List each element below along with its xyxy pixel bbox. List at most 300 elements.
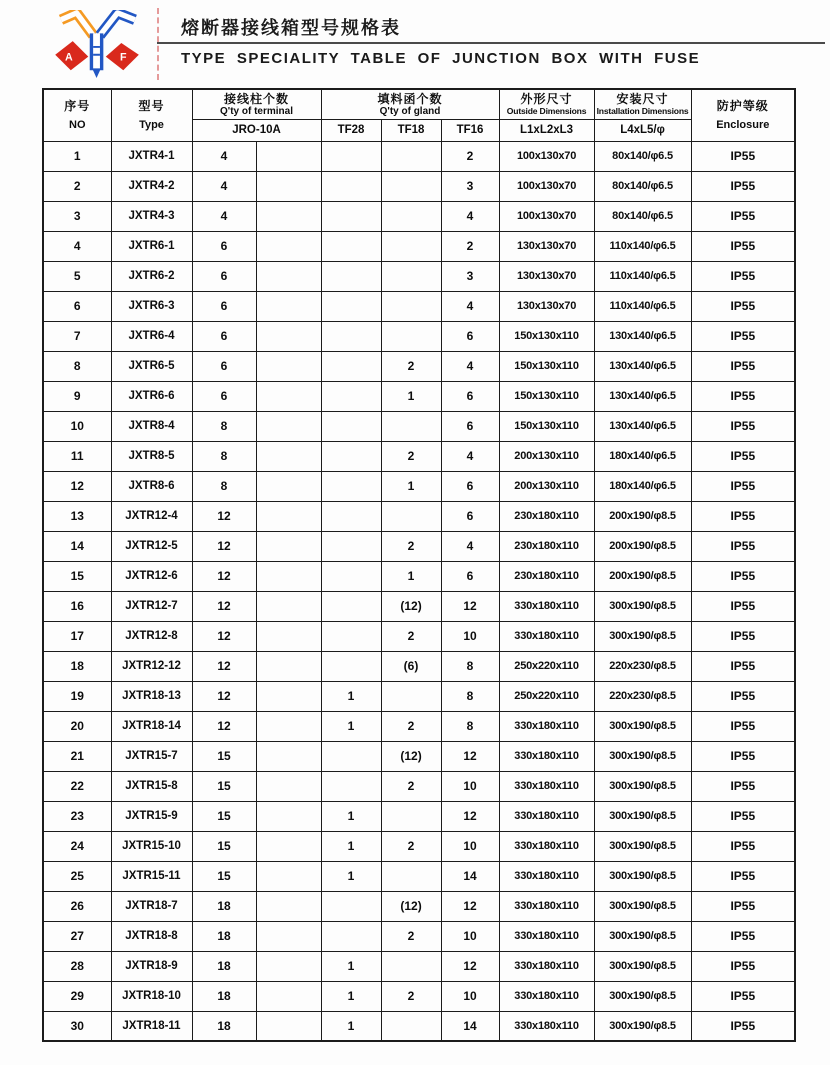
cell-tf16: 8 xyxy=(441,651,499,681)
cell-no: 24 xyxy=(43,831,111,861)
cell-tf28 xyxy=(321,471,381,501)
header-install-zh: 安装尺寸 xyxy=(616,91,669,106)
cell-outside: 230x180x110 xyxy=(499,501,594,531)
cell-tf18 xyxy=(381,951,441,981)
cell-install: 80x140/φ6.5 xyxy=(594,171,691,201)
cell-tf18 xyxy=(381,801,441,831)
cell-tf16: 10 xyxy=(441,831,499,861)
cell-outside: 330x180x110 xyxy=(499,891,594,921)
cell-enclosure: IP55 xyxy=(691,951,795,981)
cell-tf18 xyxy=(381,1011,441,1041)
cell-tf28 xyxy=(321,891,381,921)
cell-terminal-spare xyxy=(256,801,321,831)
cell-terminal-spare xyxy=(256,351,321,381)
cell-outside: 130x130x70 xyxy=(499,261,594,291)
cell-tf16: 6 xyxy=(441,501,499,531)
spec-table-body xyxy=(43,141,795,1041)
table-row xyxy=(43,501,795,531)
cell-type: JXTR12-6 xyxy=(111,561,192,591)
cell-no: 10 xyxy=(43,411,111,441)
cell-install: 180x140/φ6.5 xyxy=(594,471,691,501)
cell-no: 29 xyxy=(43,981,111,1011)
cell-terminal-spare xyxy=(256,231,321,261)
cell-terminal: 15 xyxy=(192,861,256,891)
cell-install: 300x190/φ8.5 xyxy=(594,981,691,1011)
cell-tf28: 1 xyxy=(321,981,381,1011)
cell-install: 220x230/φ8.5 xyxy=(594,651,691,681)
cell-outside: 230x180x110 xyxy=(499,561,594,591)
cell-tf28 xyxy=(321,741,381,771)
cell-outside: 150x130x110 xyxy=(499,321,594,351)
cell-install: 300x190/φ8.5 xyxy=(594,621,691,651)
cell-tf16: 12 xyxy=(441,891,499,921)
table-row xyxy=(43,261,795,291)
cell-terminal-spare xyxy=(256,561,321,591)
spec-table-head xyxy=(43,89,795,141)
cell-type: JXTR4-3 xyxy=(111,201,192,231)
cell-tf18: 2 xyxy=(381,621,441,651)
table-row xyxy=(43,321,795,351)
cell-tf28 xyxy=(321,441,381,471)
cell-enclosure: IP55 xyxy=(691,801,795,831)
cell-outside: 330x180x110 xyxy=(499,981,594,1011)
header-terminal-en: Q'ty of terminal xyxy=(220,105,293,117)
cell-enclosure: IP55 xyxy=(691,561,795,591)
cell-enclosure: IP55 xyxy=(691,741,795,771)
cell-type: JXTR12-12 xyxy=(111,651,192,681)
cell-type: JXTR12-4 xyxy=(111,501,192,531)
cell-install: 300x190/φ8.5 xyxy=(594,771,691,801)
cell-terminal: 18 xyxy=(192,951,256,981)
cell-install: 300x190/φ8.5 xyxy=(594,591,691,621)
cell-tf28 xyxy=(321,171,381,201)
cell-tf28 xyxy=(321,141,381,171)
header-install-en: Installation Dimensions xyxy=(596,105,689,116)
cell-type: JXTR6-3 xyxy=(111,291,192,321)
cell-tf16: 8 xyxy=(441,711,499,741)
cell-tf18: 2 xyxy=(381,771,441,801)
cell-tf28 xyxy=(321,651,381,681)
cell-enclosure: IP55 xyxy=(691,891,795,921)
cell-enclosure: IP55 xyxy=(691,291,795,321)
cell-tf16: 6 xyxy=(441,381,499,411)
cell-terminal: 18 xyxy=(192,891,256,921)
cell-tf28: 1 xyxy=(321,801,381,831)
cell-type: JXTR18-14 xyxy=(111,711,192,741)
table-row xyxy=(43,231,795,261)
cell-no: 21 xyxy=(43,741,111,771)
cell-tf16: 6 xyxy=(441,321,499,351)
table-row xyxy=(43,141,795,171)
cell-tf28 xyxy=(321,561,381,591)
cell-tf16: 4 xyxy=(441,201,499,231)
cell-terminal: 15 xyxy=(192,831,256,861)
header-outside-en: Outside Dimensions xyxy=(506,105,587,116)
header-no xyxy=(43,89,111,141)
cell-enclosure: IP55 xyxy=(691,501,795,531)
cell-enclosure: IP55 xyxy=(691,651,795,681)
cell-terminal-spare xyxy=(256,951,321,981)
cell-install: 300x190/φ8.5 xyxy=(594,1011,691,1041)
spec-table xyxy=(42,88,796,1042)
cell-no: 7 xyxy=(43,321,111,351)
table-row xyxy=(43,201,795,231)
cell-tf28: 1 xyxy=(321,711,381,741)
header-terminal-zh: 接线柱个数 xyxy=(224,91,290,106)
cell-no: 3 xyxy=(43,201,111,231)
cell-tf18 xyxy=(381,171,441,201)
masthead xyxy=(0,0,830,88)
cell-tf16: 10 xyxy=(441,981,499,1011)
table-row xyxy=(43,471,795,501)
cell-terminal: 12 xyxy=(192,561,256,591)
cell-tf28 xyxy=(321,621,381,651)
cell-terminal-spare xyxy=(256,441,321,471)
header-install-group xyxy=(594,89,691,119)
cell-enclosure: IP55 xyxy=(691,621,795,651)
table-row xyxy=(43,651,795,681)
table-row xyxy=(43,351,795,381)
svg-text:F: F xyxy=(120,51,127,64)
cell-tf18: 2 xyxy=(381,831,441,861)
cell-install: 130x140/φ6.5 xyxy=(594,321,691,351)
cell-type: JXTR15-10 xyxy=(111,831,192,861)
cell-install: 110x140/φ6.5 xyxy=(594,231,691,261)
cell-tf16: 4 xyxy=(441,351,499,381)
header-no-en: NO xyxy=(69,119,86,132)
cell-tf28 xyxy=(321,231,381,261)
cell-tf16: 10 xyxy=(441,771,499,801)
cell-tf28 xyxy=(321,291,381,321)
cell-outside: 200x130x110 xyxy=(499,441,594,471)
cell-type: JXTR6-4 xyxy=(111,321,192,351)
cell-tf28 xyxy=(321,921,381,951)
cell-tf18: (12) xyxy=(381,591,441,621)
cell-tf18: 1 xyxy=(381,381,441,411)
cell-tf18 xyxy=(381,681,441,711)
cell-tf18: 2 xyxy=(381,351,441,381)
cell-tf18 xyxy=(381,321,441,351)
cell-enclosure: IP55 xyxy=(691,921,795,951)
cell-tf18: (12) xyxy=(381,741,441,771)
cell-outside: 330x180x110 xyxy=(499,801,594,831)
cell-tf16: 14 xyxy=(441,861,499,891)
cell-tf18: 1 xyxy=(381,561,441,591)
table-row xyxy=(43,291,795,321)
cell-terminal-spare xyxy=(256,291,321,321)
cell-enclosure: IP55 xyxy=(691,771,795,801)
cell-install: 130x140/φ6.5 xyxy=(594,411,691,441)
cell-install: 220x230/φ8.5 xyxy=(594,681,691,711)
cell-outside: 330x180x110 xyxy=(499,741,594,771)
cell-enclosure: IP55 xyxy=(691,471,795,501)
cell-terminal-spare xyxy=(256,921,321,951)
table-row xyxy=(43,1011,795,1041)
cell-terminal: 6 xyxy=(192,261,256,291)
cell-install: 200x190/φ8.5 xyxy=(594,531,691,561)
cell-install: 300x190/φ8.5 xyxy=(594,951,691,981)
cell-tf16: 4 xyxy=(441,531,499,561)
cell-tf18 xyxy=(381,411,441,441)
cell-terminal: 12 xyxy=(192,711,256,741)
table-row xyxy=(43,411,795,441)
cell-terminal: 6 xyxy=(192,291,256,321)
cell-tf16: 6 xyxy=(441,561,499,591)
cell-enclosure: IP55 xyxy=(691,711,795,741)
title-rule xyxy=(157,42,825,44)
cell-terminal: 12 xyxy=(192,591,256,621)
cell-enclosure: IP55 xyxy=(691,201,795,231)
cell-no: 19 xyxy=(43,681,111,711)
cell-type: JXTR4-1 xyxy=(111,141,192,171)
cell-terminal-spare xyxy=(256,171,321,201)
cell-type: JXTR12-5 xyxy=(111,531,192,561)
cell-tf16: 4 xyxy=(441,291,499,321)
table-row xyxy=(43,981,795,1011)
cell-no: 25 xyxy=(43,861,111,891)
table-row xyxy=(43,441,795,471)
cell-install: 130x140/φ6.5 xyxy=(594,381,691,411)
cell-tf28: 1 xyxy=(321,951,381,981)
cell-terminal-spare xyxy=(256,321,321,351)
cell-type: JXTR18-10 xyxy=(111,981,192,1011)
cell-outside: 330x180x110 xyxy=(499,591,594,621)
cell-outside: 330x180x110 xyxy=(499,861,594,891)
page-title-en: TYPE SPECIALITY TABLE OF JUNCTION BOX WITH FUSE xyxy=(181,50,701,67)
cell-terminal: 12 xyxy=(192,621,256,651)
cell-enclosure: IP55 xyxy=(691,531,795,561)
header-terminal-group xyxy=(192,89,321,119)
cell-no: 6 xyxy=(43,291,111,321)
cell-no: 23 xyxy=(43,801,111,831)
header-enclosure xyxy=(691,89,795,141)
cell-install: 110x140/φ6.5 xyxy=(594,291,691,321)
cell-install: 130x140/φ6.5 xyxy=(594,351,691,381)
cell-no: 22 xyxy=(43,771,111,801)
cell-type: JXTR8-5 xyxy=(111,441,192,471)
cell-terminal-spare xyxy=(256,831,321,861)
header-type-en: Type xyxy=(139,119,164,132)
cell-type: JXTR4-2 xyxy=(111,171,192,201)
cell-tf18 xyxy=(381,861,441,891)
cell-terminal: 12 xyxy=(192,531,256,561)
cell-type: JXTR18-13 xyxy=(111,681,192,711)
cell-no: 13 xyxy=(43,501,111,531)
cell-no: 15 xyxy=(43,561,111,591)
cell-terminal-spare xyxy=(256,711,321,741)
header-outside-zh: 外形尺寸 xyxy=(520,91,573,106)
cell-terminal-spare xyxy=(256,981,321,1011)
svg-text:A: A xyxy=(64,51,73,64)
cell-terminal: 12 xyxy=(192,681,256,711)
cell-tf28 xyxy=(321,771,381,801)
table-row xyxy=(43,681,795,711)
cell-terminal-spare xyxy=(256,501,321,531)
cell-tf18 xyxy=(381,141,441,171)
cell-tf16: 6 xyxy=(441,411,499,441)
cell-outside: 130x130x70 xyxy=(499,291,594,321)
cell-tf28 xyxy=(321,411,381,441)
table-row xyxy=(43,741,795,771)
cell-tf16: 12 xyxy=(441,951,499,981)
cell-terminal-spare xyxy=(256,531,321,561)
header-divider xyxy=(157,8,159,80)
table-row xyxy=(43,591,795,621)
cell-enclosure: IP55 xyxy=(691,1011,795,1041)
cell-type: JXTR12-8 xyxy=(111,621,192,651)
cell-install: 110x140/φ6.5 xyxy=(594,261,691,291)
cell-tf16: 8 xyxy=(441,681,499,711)
table-row xyxy=(43,771,795,801)
cell-no: 8 xyxy=(43,351,111,381)
cell-tf28: 1 xyxy=(321,1011,381,1041)
cell-outside: 330x180x110 xyxy=(499,1011,594,1041)
cell-terminal: 18 xyxy=(192,921,256,951)
cell-type: JXTR15-7 xyxy=(111,741,192,771)
cell-terminal-spare xyxy=(256,621,321,651)
cell-tf16: 4 xyxy=(441,441,499,471)
cell-outside: 250x220x110 xyxy=(499,651,594,681)
cell-type: JXTR6-1 xyxy=(111,231,192,261)
cell-tf16: 2 xyxy=(441,231,499,261)
table-row xyxy=(43,921,795,951)
cell-no: 5 xyxy=(43,261,111,291)
cell-terminal-spare xyxy=(256,591,321,621)
table-row xyxy=(43,831,795,861)
cell-terminal: 6 xyxy=(192,231,256,261)
table-row xyxy=(43,891,795,921)
cell-outside: 330x180x110 xyxy=(499,771,594,801)
cell-terminal-spare xyxy=(256,681,321,711)
cell-type: JXTR15-9 xyxy=(111,801,192,831)
cell-tf18 xyxy=(381,501,441,531)
cell-outside: 330x180x110 xyxy=(499,921,594,951)
cell-terminal-spare xyxy=(256,771,321,801)
cell-enclosure: IP55 xyxy=(691,171,795,201)
cell-tf18: 2 xyxy=(381,711,441,741)
cell-terminal-spare xyxy=(256,141,321,171)
cell-tf18: 2 xyxy=(381,531,441,561)
cell-tf16: 10 xyxy=(441,921,499,951)
cell-tf16: 10 xyxy=(441,621,499,651)
header-outside-group xyxy=(499,89,594,119)
cell-terminal: 6 xyxy=(192,351,256,381)
cell-install: 80x140/φ6.5 xyxy=(594,201,691,231)
subheader-jro-10a: JRO-10A xyxy=(192,119,321,141)
cell-terminal-spare xyxy=(256,411,321,441)
cell-enclosure: IP55 xyxy=(691,681,795,711)
cell-terminal-spare xyxy=(256,471,321,501)
cell-tf18: 2 xyxy=(381,921,441,951)
cell-tf16: 12 xyxy=(441,741,499,771)
cell-no: 4 xyxy=(43,231,111,261)
cell-no: 16 xyxy=(43,591,111,621)
cell-terminal: 12 xyxy=(192,501,256,531)
cell-tf18: 1 xyxy=(381,471,441,501)
cell-terminal: 4 xyxy=(192,171,256,201)
cell-enclosure: IP55 xyxy=(691,861,795,891)
company-logo xyxy=(48,10,148,80)
cell-terminal-spare xyxy=(256,741,321,771)
cell-outside: 330x180x110 xyxy=(499,621,594,651)
cell-no: 28 xyxy=(43,951,111,981)
cell-tf28 xyxy=(321,261,381,291)
cell-terminal-spare xyxy=(256,861,321,891)
cell-terminal: 4 xyxy=(192,201,256,231)
cell-tf18 xyxy=(381,231,441,261)
logo-emblem-icon xyxy=(48,10,148,80)
cell-tf18 xyxy=(381,261,441,291)
cell-terminal-spare xyxy=(256,1011,321,1041)
subheader-tf28: TF28 xyxy=(321,119,381,141)
cell-terminal: 6 xyxy=(192,321,256,351)
cell-type: JXTR18-9 xyxy=(111,951,192,981)
cell-no: 30 xyxy=(43,1011,111,1041)
cell-enclosure: IP55 xyxy=(691,831,795,861)
header-type-zh: 型号 xyxy=(138,99,165,114)
cell-no: 27 xyxy=(43,921,111,951)
cell-tf18: (12) xyxy=(381,891,441,921)
cell-no: 9 xyxy=(43,381,111,411)
cell-tf28 xyxy=(321,351,381,381)
cell-tf28 xyxy=(321,381,381,411)
cell-terminal: 12 xyxy=(192,651,256,681)
cell-tf18 xyxy=(381,201,441,231)
table-row xyxy=(43,381,795,411)
cell-enclosure: IP55 xyxy=(691,441,795,471)
cell-type: JXTR15-11 xyxy=(111,861,192,891)
cell-type: JXTR6-2 xyxy=(111,261,192,291)
table-row xyxy=(43,531,795,561)
cell-terminal: 8 xyxy=(192,441,256,471)
cell-type: JXTR8-4 xyxy=(111,411,192,441)
subheader-tf18: TF18 xyxy=(381,119,441,141)
cell-enclosure: IP55 xyxy=(691,321,795,351)
subheader-l4l5: L4xL5/φ xyxy=(594,119,691,141)
cell-terminal: 15 xyxy=(192,771,256,801)
cell-enclosure: IP55 xyxy=(691,381,795,411)
cell-install: 300x190/φ8.5 xyxy=(594,711,691,741)
cell-no: 2 xyxy=(43,171,111,201)
cell-tf16: 6 xyxy=(441,471,499,501)
header-gland-en: Q'ty of gland xyxy=(379,105,441,117)
cell-install: 80x140/φ6.5 xyxy=(594,141,691,171)
cell-terminal: 4 xyxy=(192,141,256,171)
table-row xyxy=(43,951,795,981)
cell-enclosure: IP55 xyxy=(691,141,795,171)
cell-terminal-spare xyxy=(256,651,321,681)
cell-outside: 100x130x70 xyxy=(499,201,594,231)
cell-tf18 xyxy=(381,291,441,321)
cell-outside: 150x130x110 xyxy=(499,381,594,411)
cell-install: 200x190/φ8.5 xyxy=(594,501,691,531)
cell-tf28 xyxy=(321,591,381,621)
cell-install: 200x190/φ8.5 xyxy=(594,561,691,591)
cell-outside: 230x180x110 xyxy=(499,531,594,561)
cell-enclosure: IP55 xyxy=(691,261,795,291)
page-title-zh: 熔断器接线箱型号规格表 xyxy=(181,18,401,38)
cell-outside: 200x130x110 xyxy=(499,471,594,501)
cell-install: 300x190/φ8.5 xyxy=(594,861,691,891)
cell-type: JXTR6-6 xyxy=(111,381,192,411)
cell-tf28: 1 xyxy=(321,861,381,891)
subheader-l1l2l3: L1xL2xL3 xyxy=(499,119,594,141)
table-row xyxy=(43,171,795,201)
cell-outside: 250x220x110 xyxy=(499,681,594,711)
cell-tf16: 2 xyxy=(441,141,499,171)
cell-install: 300x190/φ8.5 xyxy=(594,891,691,921)
cell-no: 14 xyxy=(43,531,111,561)
